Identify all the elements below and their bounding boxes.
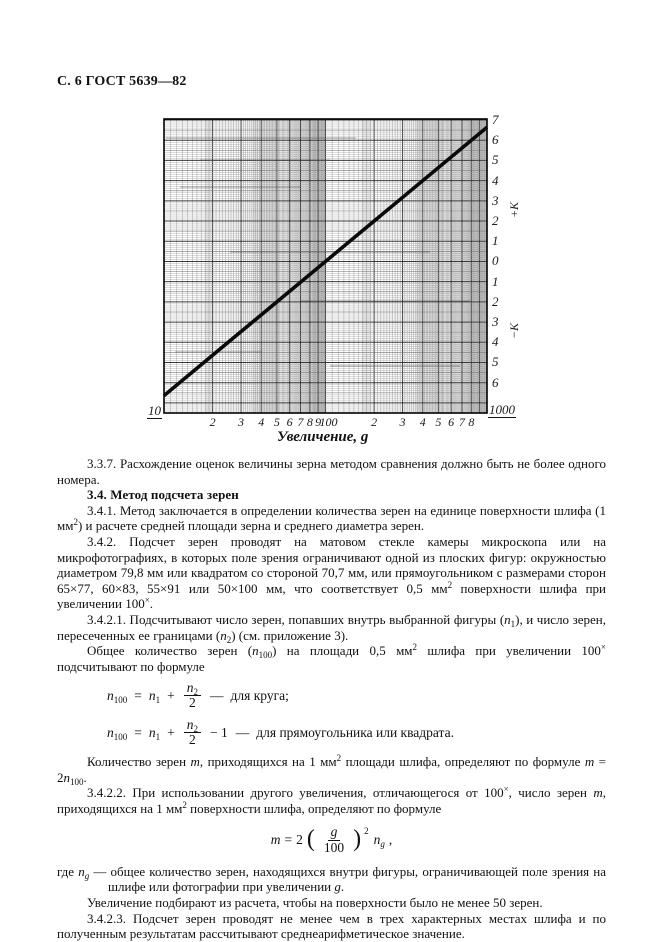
x-tick-label: 2 [209,415,216,429]
y-axis-minus-k: −К [507,323,522,340]
para-3-4-2: 3.4.2. Подсчет зерен проводят на матовом стекле камеры микроскопа или на микрофотографиях, в которых поле зрения ограничивают одной из плоских фигур: окружностью диаметром 79,8 мм или квадратом со стороной 70,7 мм, или прямоугольником с размерами сторон 65×77, 60×83, 55×91 или 50×100 мм, что соответствует 0,5 $мм^2$ поверхности шлифа при увеличении 100×. [57,533,606,612]
y-tick-label: 1 [492,233,499,249]
x-tick-label: 9 [315,415,322,429]
x-axis-title: Увеличение, g [277,429,369,445]
formula-lhs: $n_{100}$ [107,688,128,706]
x-axis-max-label: 1000 [489,402,515,417]
y-tick-label: 5 [492,354,499,370]
y-tick-label: 7 [492,112,499,127]
x-tick-label: 7 [297,415,304,429]
x-tick-label: 5 [273,415,280,429]
formula-lhs: $n_{100}$ [107,724,128,742]
para-m-formula: Количество зерен m, приходящихся на 1 $мм^2$ площади шлифа, определяют по формуле $m = 2n_{100}$. [57,753,606,787]
page-header: С. 6 ГОСТ 5639—82 [57,74,187,89]
para-3-4-1: 3.4.1. Метод заключается в определении количества зерен на единице поверхности шлифа (1 $мм^2$) и расчете средней площади зерна и среднего диаметра зерен. [57,502,606,534]
x-tick-label: 6 [448,415,455,429]
formula-caption: для круга; [230,688,289,704]
x-tick-label: 5 [435,415,442,429]
formula-n100-circle: $n_{100}$ = $n_1$ + $\frac{n_2}{2}$ — для круга; [107,680,289,711]
y-tick-label: 3 [492,314,499,330]
figure-magnification-chart [0,0,661,460]
x-tick-label-100: 100 [319,415,338,429]
para-increase: Увеличение подбирают из расчета, чтобы на поверхности было не менее 50 зерен. [87,894,543,910]
para-where: где $n_g$ — общее количество зерен, находящихся внутри фигуры, ограничивающей поле зрения на шлифе или фотографии при увеличении g. [57,863,606,895]
fraction: $\frac{g}{100}$ [323,824,345,855]
x-tick-label: 2 [371,415,378,429]
y-axis-plus-k: +К [507,201,522,218]
y-tick-label: 0 [492,253,499,269]
para-3-4-2-3: 3.4.2.3. Подсчет зерен проводят не менее чем в трех характерных местах шлифа и по полученным результатам рассчитывают среднеарифметическое значение. [57,910,606,942]
fraction: $\frac{n_2}{2}$ [184,718,201,747]
y-tick-label: 2 [492,213,499,229]
x-tick-label: 8 [306,415,313,429]
y-tick-label: 1 [492,273,499,289]
formula-caption: для прямоугольника или квадрата. [256,724,454,740]
x-tick-label: 3 [399,415,406,429]
y-tick-label: 5 [492,152,499,168]
heading-3-4: 3.4. Метод подсчета зерен [87,487,239,503]
y-tick-label: 4 [492,172,499,188]
grain-chart-canvas [0,0,661,460]
para-3-3-7: 3.3.7. Расхождение оценок величины зерна методом сравнения должно быть не более одного номера. [57,456,606,487]
x-tick-label: 6 [286,415,293,429]
para-3-4-2-1: 3.4.2.1. Подсчитывают число зерен, попавших внутрь выбранной фигуры $(n_1)$, и число зерен, пересеченных ее границами $(n_2)$ (см. приложение 3). [57,611,606,645]
x-tick-label: 8 [468,415,475,429]
y-tick-label: 2 [492,293,499,309]
document-body [57,456,606,942]
fraction: $\frac{n_2}{2}$ [184,681,201,710]
y-tick-label: 6 [492,132,499,148]
x-tick-label: 4 [258,415,265,429]
x-axis-min-label: 10 [148,403,161,418]
formula-m-magnification: m = 2 ( $\frac{g}{100}$ ) $^2$ $n_g$ , [270,824,393,855]
formula-n100-rectangle: $n_{100}$ = $n_1$ + $\frac{n_2}{2}$ − 1 — для прямоугольника или квадрата. [107,716,454,747]
y-tick-label: 3 [492,192,499,208]
x-tick-label: 7 [458,415,465,429]
y-tick-label: 6 [492,374,499,390]
x-tick-label: 3 [238,415,245,429]
y-tick-label: 4 [492,334,499,350]
para-total-grains: Общее количество зерен $(n_{100})$ на площади 0,5 $мм^2$ шлифа при увеличении 100× подсчитывают по формуле [57,642,606,674]
x-tick-label: 4 [419,415,426,429]
para-3-4-2-2: 3.4.2.2. При использовании другого увеличения, отличающегося от 100×, число зерен m, приходящихся на 1 $мм^2$ поверхности шлифа, определяют по формуле [57,784,606,816]
